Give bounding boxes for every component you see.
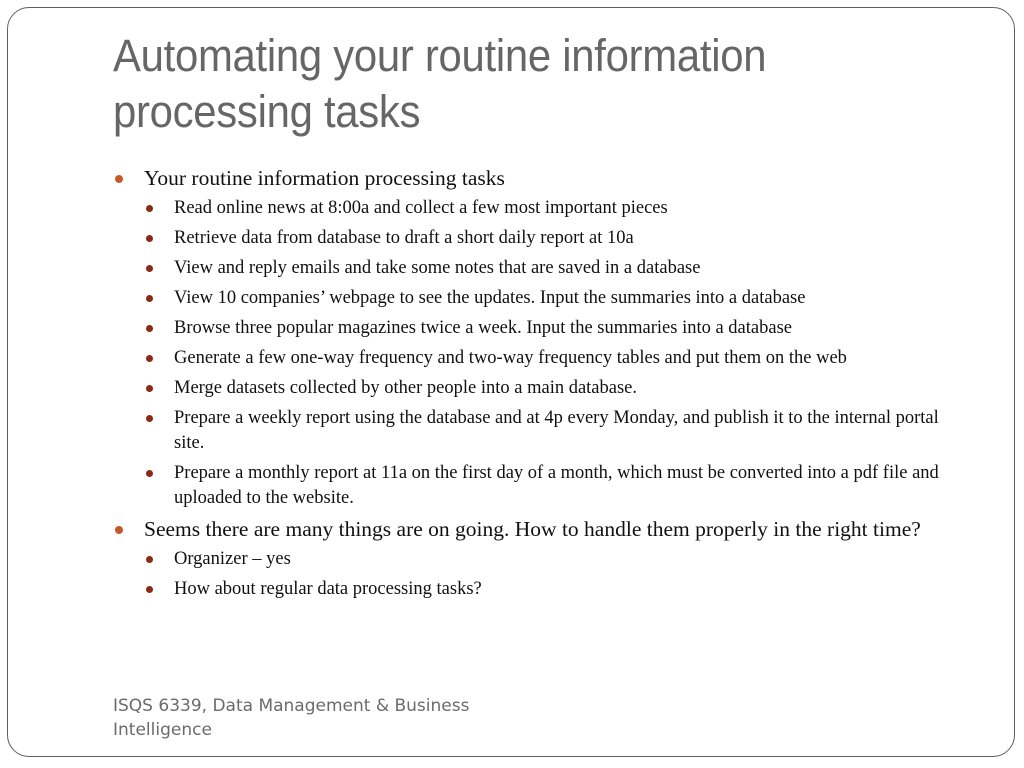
bullet-dot-icon [146,235,153,242]
sub-bullet-item [144,461,963,511]
sub-bullet-text: View and reply emails and take some notes that are saved in a database [174,258,701,278]
sub-bullet-text: Retrieve data from database to draft a short daily report at 10a [174,228,634,248]
bullet-list [113,165,963,602]
sub-bullet-list [144,196,963,511]
bullet-dot-icon [146,355,153,362]
sub-bullet-item [144,316,963,341]
sub-bullet-item [144,226,963,251]
sub-bullet-text: Merge datasets collected by other people into a main database. [174,378,638,398]
slide-footer: ISQS 6339, Data Management & Business Intelligence [113,696,470,740]
sub-bullet-text: Prepare a monthly report at 11a on the first day of a month, which must be converted into a pdf file and uploaded to the website. [174,463,939,508]
sub-bullet-text: Prepare a weekly report using the database and at 4p every Monday, and publish it to the internal portal site. [174,408,939,453]
sub-bullet-list [144,547,963,602]
bullet-dot-icon [115,526,123,534]
slide-title [113,28,913,140]
sub-bullet-item [144,577,963,602]
sub-bullet-text: Organizer – yes [174,549,291,569]
bullet-text: Your routine information processing tasks [144,166,505,190]
sub-bullet-item [144,376,963,401]
sub-bullet-item [144,256,963,281]
bullet-dot-icon [146,205,153,212]
sub-bullet-item [144,196,963,221]
bullet-dot-icon [146,470,153,477]
bullet-dot-icon [146,415,153,422]
bullet-dot-icon [146,556,153,563]
sub-bullet-text: How about regular data processing tasks? [174,579,482,599]
slide-content [113,165,963,607]
bullet-item [113,516,963,602]
sub-bullet-text: View 10 companies’ webpage to see the updates. Input the summaries into a database [174,288,806,308]
sub-bullet-text: Read online news at 8:00a and collect a few most important pieces [174,198,668,218]
sub-bullet-item [144,547,963,572]
bullet-dot-icon [146,586,153,593]
bullet-dot-icon [146,295,153,302]
sub-bullet-item [144,346,963,371]
sub-bullet-item [144,286,963,311]
bullet-text: Seems there are many things are on going. How to handle them properly in the right time? [144,517,921,541]
sub-bullet-text: Browse three popular magazines twice a week. Input the summaries into a database [174,318,792,338]
sub-bullet-item [144,406,963,456]
slide-title-line-1: Automating your routine information [113,30,767,81]
bullet-dot-icon [146,385,153,392]
slide-title-line-2: processing tasks [113,86,421,137]
bullet-dot-icon [115,175,123,183]
bullet-item [113,165,963,511]
bullet-dot-icon [146,265,153,272]
sub-bullet-text: Generate a few one-way frequency and two-way frequency tables and put them on the web [174,348,847,368]
bullet-dot-icon [146,325,153,332]
